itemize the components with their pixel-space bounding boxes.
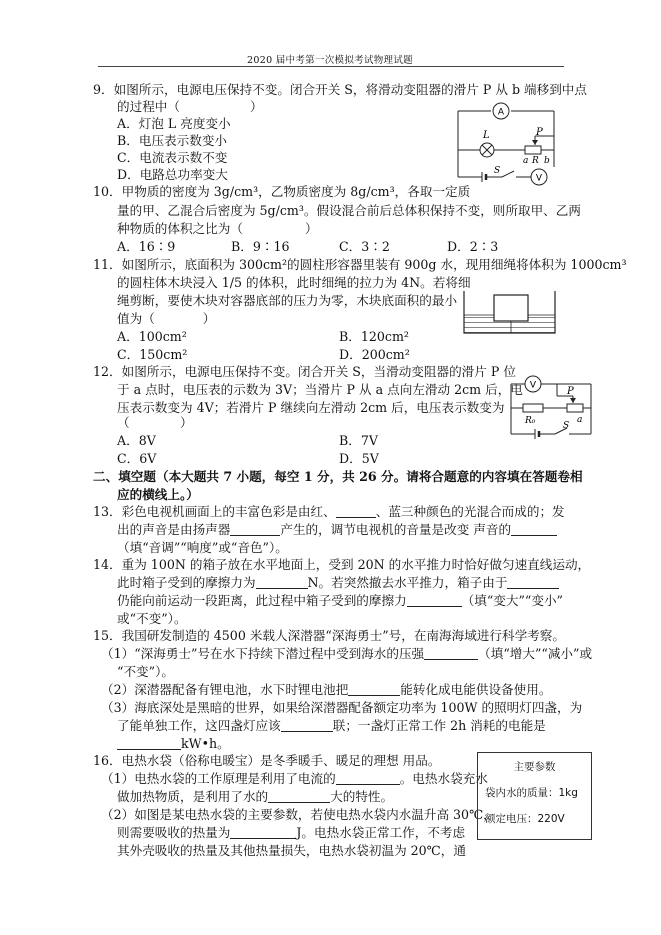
q11-option-c: C．150cm² (117, 347, 188, 362)
q12-voltmeter-label: V (529, 380, 537, 391)
q12-r0-label: R₀ (525, 416, 536, 426)
q10-line2: 量的甲、乙混合后密度为 5g/cm³。假设混合前后总体积保持不变，则所取甲、乙两 (117, 203, 581, 218)
q12-slider-arrow-icon (570, 398, 576, 403)
q16-line3-b: 大的特性。 (330, 789, 394, 804)
q16-line4: （2）如图是某电热水袋的主要参数，若使电热水袋内水温升高 30℃， (101, 807, 496, 822)
q9-line2-a: 的过程中（ (117, 99, 180, 114)
q13-line2-a: 出的声音是由扬声器 (117, 522, 231, 537)
q14-line3-a: 仍能向前运动一段距离，此过程中箱子受到的摩擦力 (117, 593, 407, 608)
q10-option-d: D．2∶3 (447, 239, 499, 254)
q9-circuit-diagram (450, 95, 562, 187)
q15-line1: 15．我国研发制造的 4500 米载人深潜器“深海勇士”号，在南海海域进行科学考察。 (93, 628, 565, 643)
q12-point-a-label: a (577, 415, 583, 425)
q14-blank-2[interactable] (507, 576, 559, 589)
q15-line3: “不变”）。 (117, 664, 174, 679)
q11-line4 (117, 311, 215, 326)
q13-line2-b: 产生的，调节电视机的音量是改变 声音的 (280, 522, 512, 537)
q9-end-a-label: a (523, 156, 529, 166)
q13-line1-b: 、蓝三种颜色的光混合而成的；发 (375, 504, 565, 519)
q9-lamp-label: L (483, 130, 490, 141)
q11-option-a: A．100cm² (117, 329, 187, 344)
q16-parameter-table (477, 752, 592, 840)
q14-line3-b: （填“变大”“变小” (461, 593, 563, 608)
q10-option-b: B．9∶16 (231, 239, 290, 254)
q9-switch-label: S (494, 166, 501, 176)
q13-line2 (117, 522, 557, 537)
q11-option-b: B．120cm² (339, 329, 409, 344)
q12-line3: 压表示数变为 4V；若滑片 P 继续向左滑动 2cm 后，电压表示数变为 (117, 400, 505, 415)
q16-line5-a: 则需要吸收的热量为 (117, 825, 231, 840)
q9-option-a: A．灯泡 L 亮度变小 (117, 116, 231, 131)
q9-r-label: R (532, 156, 539, 166)
q16-line3 (117, 789, 393, 804)
q12-switch-label: S (563, 421, 570, 431)
q9-end-b-label: b (544, 156, 550, 166)
q13-line3: （填“音调”“响度”或“音色”）。 (117, 540, 288, 555)
rheostat-icon (525, 146, 541, 154)
q12-rheostat-icon (567, 404, 583, 412)
q16-line5-b: J。电热水袋正常工作，不考虑 (296, 825, 466, 840)
q12-circuit-diagram (503, 372, 599, 442)
q14-line2 (117, 575, 559, 590)
q14-line2-b: N。若突然撤去水平推力，箱子由于 (307, 575, 508, 590)
q10-line3 (117, 221, 318, 236)
param-water-mass: 袋内水的质量：1kg (485, 787, 578, 799)
q13-line1-a: 13．彩色电视机画面上的丰富色彩是由红、 (93, 504, 336, 519)
q9-ammeter-label: A (497, 107, 505, 118)
q16-line3-a: 做加热物质，是利用了水的 (117, 789, 269, 804)
q10-option-a: A．16∶9 (117, 239, 176, 254)
q15-line7-text: kW•h。 (181, 736, 230, 751)
param-table-title: 主要参数 (513, 761, 556, 773)
q16-line2 (101, 771, 488, 786)
param-rated-voltage: 额定电压：220V (485, 813, 565, 825)
q11-container-diagram (462, 285, 558, 337)
q16-blank-1[interactable] (336, 772, 400, 785)
q15-line2-a: （1）“深海勇士”号在水下持续下潜过程中受到海水的压强 (101, 646, 425, 661)
resistor-r0-icon (523, 404, 543, 412)
q16-blank-3[interactable] (230, 826, 296, 839)
q10-option-c: C．3∶2 (339, 239, 390, 254)
q15-line6-a: 了能单独工作，这四盏灯应该 (117, 718, 281, 733)
q15-blank-3[interactable] (281, 719, 333, 732)
q9-option-d: D．电路总功率变大 (117, 167, 228, 182)
q12-line2: 于 a 点时，电压表的示数为 3V；当滑片 P 从 a 点向左滑动 2cm 后，电 (117, 382, 523, 397)
wood-block (494, 295, 528, 321)
q14-line1: 14．重为 100N 的箱子放在水平地面上，受到 20N 的水平推力时恰好做匀速直线运动， (93, 557, 591, 572)
q9-line2 (117, 99, 263, 114)
q10-line3-b: ） (304, 221, 318, 236)
q11-option-d: D．200cm² (339, 347, 410, 362)
q12-line4: （ ） (117, 415, 193, 430)
q10-line3-a: 种物质的体积之比为（ (117, 221, 243, 236)
q15-line4 (101, 682, 551, 697)
q12-option-b: B．7V (339, 433, 378, 448)
q15-line4-b: 能转化成电能供设备使用。 (400, 682, 552, 697)
q12-option-c: C．6V (117, 451, 157, 466)
q15-line6-b: 联；一盏灯正常工作 2h 消耗的电能是 (332, 718, 546, 733)
q15-line5: （3）海底深处是黑暗的世界，如果给深潜器配备额定功率为 100W 的照明灯四盏，为 (101, 700, 583, 715)
q11-line3: 绳剪断，要使木块对容器底部的压力为零，木块底面积的最小 (117, 293, 458, 308)
q10-line1: 10．甲物质的密度为 3g/cm³，乙物质密度为 8g/cm³，各取一定质 (93, 184, 471, 199)
section2-heading-line1: 二、填空题（本大题共 7 小题，每空 1 分，共 26 分。请将合题意的内容填在答题卷相 (93, 469, 583, 484)
q14-line2-a: 此时箱子受到的摩擦力为 (117, 575, 256, 590)
q15-blank-1[interactable] (424, 647, 478, 660)
lamp-icon (480, 143, 494, 157)
q12-option-d: D．5V (339, 451, 379, 466)
q12-line1: 12．如图所示，电源电压保持不变。闭合开关 S，当滑动变阻器的滑片 P 位 (93, 364, 516, 379)
q9-line1: 9．如图所示，电源电压保持不变。闭合开关 S，将滑动变阻器的滑片 P 从 b 端移到中点 (93, 82, 587, 97)
q11-line4-b: ） (202, 311, 216, 326)
q12-option-a: A．8V (117, 433, 156, 448)
q15-line2 (101, 646, 592, 661)
section2-heading-line2: 应的横线上。） (117, 487, 199, 502)
q13-blank-3[interactable] (511, 523, 557, 536)
q9-option-c: C．电流表示数不变 (117, 150, 228, 165)
q9-slider-label: P (536, 127, 543, 138)
q13-blank-1[interactable] (336, 505, 376, 518)
q15-line2-b: （填“增大”“减小”或 (478, 646, 593, 661)
q16-line2-a: （1）电热水袋的工作原理是利用了电流的 (101, 771, 336, 786)
q16-line5 (117, 825, 465, 840)
q9-voltmeter-label: V (535, 173, 543, 184)
q13-blank-2[interactable] (230, 523, 280, 536)
q16-blank-2[interactable] (268, 790, 330, 803)
q16-line2-b: 。电热水袋充水 (399, 771, 488, 786)
q9-option-b: B．电压表示数变小 (117, 133, 228, 148)
q15-blank-2[interactable] (348, 683, 400, 696)
q11-line4-a: 值为（ (117, 311, 155, 326)
q15-line6 (117, 718, 546, 733)
q15-blank-4[interactable] (117, 737, 181, 750)
q14-blank-3[interactable] (407, 594, 462, 607)
q12-slider-label: P (567, 386, 574, 397)
q14-line3 (117, 593, 563, 608)
q11-line1: 11．如图所示，底面积为 300cm²的圆柱形容器里装有 900g 水，现用细绳将体积为 1000cm³ (93, 257, 627, 272)
header-rule (98, 66, 564, 67)
q14-blank-1[interactable] (256, 576, 308, 589)
q11-line2: 的圆柱体木块浸入 1/5 的体积，此时细绳的拉力为 4N。若将细 (117, 275, 471, 290)
q16-line1: 16．电热水袋（俗称电暖宝）是冬季暖手、暖足的理想 用品。 (93, 753, 441, 768)
q9-line2-b: ） (249, 99, 263, 114)
q15-line7 (117, 736, 230, 751)
slider-arrow-icon (532, 140, 538, 145)
q16-line6: 其外壳吸收的热量及其他热量损失，电热水袋初温为 20℃，通 (117, 843, 466, 858)
q15-line4-a: （2）深潜器配备有锂电池，水下时锂电池把 (101, 682, 349, 697)
q14-line4: 或“不变”）。 (117, 611, 187, 626)
q13-line1 (93, 504, 565, 519)
header-title: 2020 届中考第一次模拟考试物理试题 (247, 55, 413, 66)
